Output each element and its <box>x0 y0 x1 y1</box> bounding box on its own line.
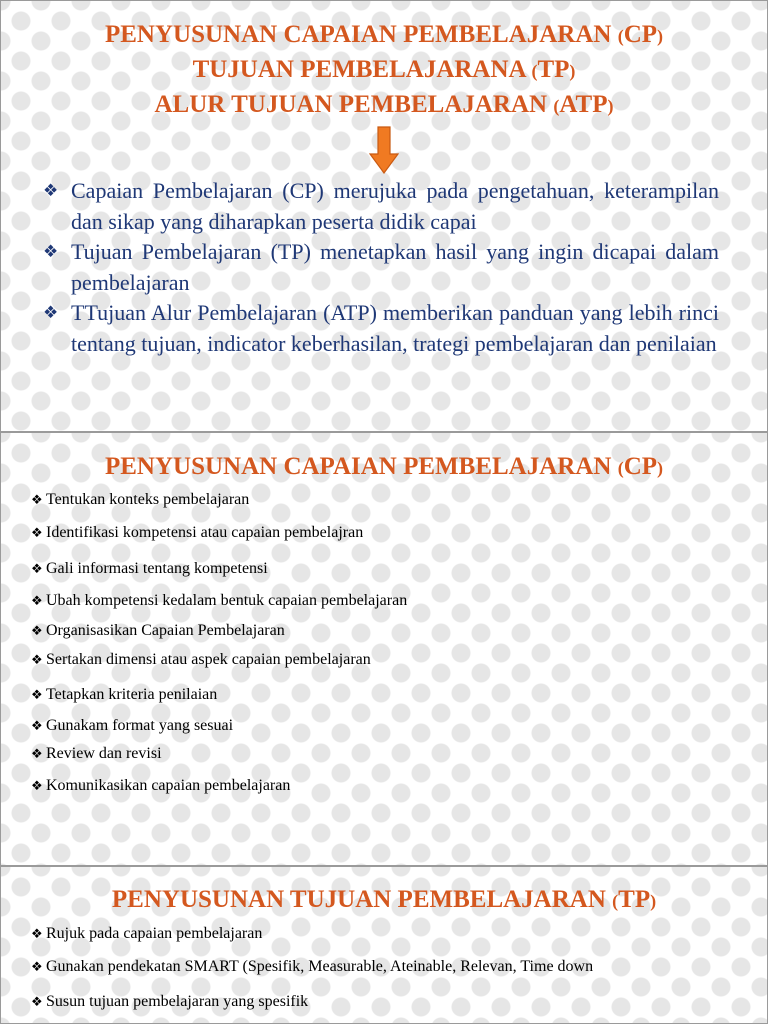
slide-1-bullet-list <box>1 176 767 359</box>
diamond-bullet-icon: ❖ <box>31 718 43 733</box>
diamond-bullet-icon: ❖ <box>43 242 59 261</box>
slide-1-title <box>1 1 767 123</box>
diamond-bullet-icon: ❖ <box>31 492 43 507</box>
list-item: ❖ Identifikasi kompetensi atau capaian pembelajran <box>31 522 767 544</box>
list-item: ❖ Capaian Pembelajaran (CP) merujuka pada pengetahuan, keterampilan dan sikap yang diharapkan peserta didik capai <box>43 178 719 234</box>
slide-3 <box>0 866 768 1024</box>
diamond-bullet-icon: ❖ <box>31 593 43 608</box>
list-item: ❖ Tetapkan kriteria penilaian <box>31 684 767 706</box>
diamond-bullet-icon: ❖ <box>31 959 43 974</box>
list-item: ❖ Review dan revisi <box>31 743 767 765</box>
slide-2 <box>0 432 768 866</box>
list-item: ❖ Tujuan Pembelajaran (TP) menetapkan hasil yang ingin dicapai dalam pembelajaran <box>43 239 719 295</box>
arrow-container <box>1 126 767 176</box>
arrow-down-icon <box>369 126 399 174</box>
diamond-bullet-icon: ❖ <box>31 994 43 1009</box>
diamond-bullet-icon: ❖ <box>31 926 43 941</box>
slide-1 <box>0 0 768 432</box>
diamond-bullet-icon: ❖ <box>31 561 43 576</box>
list-item: ❖ Sertakan dimensi atau aspek capaian pembelajaran <box>31 649 767 671</box>
diamond-bullet-icon: ❖ <box>43 181 59 200</box>
slide-2-bullet-list <box>1 489 767 797</box>
list-item: ❖ Susun tujuan pembelajaran yang spesifik <box>31 991 767 1013</box>
diamond-bullet-icon: ❖ <box>31 778 43 793</box>
title-line-2: TUJUAN PEMBELAJARANA (TP) <box>192 56 576 83</box>
diamond-bullet-icon: ❖ <box>43 303 59 322</box>
slide-2-title: PENYUSUNAN CAPAIAN PEMBELAJARAN (CP) <box>104 453 664 480</box>
diamond-bullet-icon: ❖ <box>31 687 43 702</box>
list-item: ❖ Tentukan konteks pembelajaran <box>31 489 767 511</box>
list-item: ❖ Ubah kompetensi kedalam bentuk capaian pembelajaran <box>31 590 767 612</box>
title-line-3: ALUR TUJUAN PEMBELAJARAN (ATP) <box>154 91 614 118</box>
diamond-bullet-icon: ❖ <box>31 525 43 540</box>
diamond-bullet-icon: ❖ <box>31 652 43 667</box>
list-item: ❖ Komunikasikan capaian pembelajaran <box>31 775 767 797</box>
list-item: ❖ Gunakan pendekatan SMART (Spesifik, Measurable, Ateinable, Relevan, Time down <box>31 956 767 978</box>
title-line-1: PENYUSUNAN CAPAIAN PEMBELAJARAN (CP) <box>104 21 664 48</box>
list-item: ❖ Rujuk pada capaian pembelajaran <box>31 923 767 945</box>
slide-3-title: PENYUSUNAN TUJUAN PEMBELAJARAN (TP) <box>111 886 657 913</box>
list-item: ❖ Gunakam format yang sesuai <box>31 715 767 737</box>
slide-3-bullet-list <box>1 923 767 1013</box>
list-item: ❖ Organisasikan Capaian Pembelajaran <box>31 620 767 642</box>
diamond-bullet-icon: ❖ <box>31 623 43 638</box>
list-item: ❖ Gali informasi tentang kompetensi <box>31 558 767 580</box>
list-item: ❖ TTujuan Alur Pembelajaran (ATP) memberikan panduan yang lebih rinci tentang tujuan, indicator keberhasilan, trategi pembelajaran dan penilaian <box>43 300 719 356</box>
diamond-bullet-icon: ❖ <box>31 746 43 761</box>
